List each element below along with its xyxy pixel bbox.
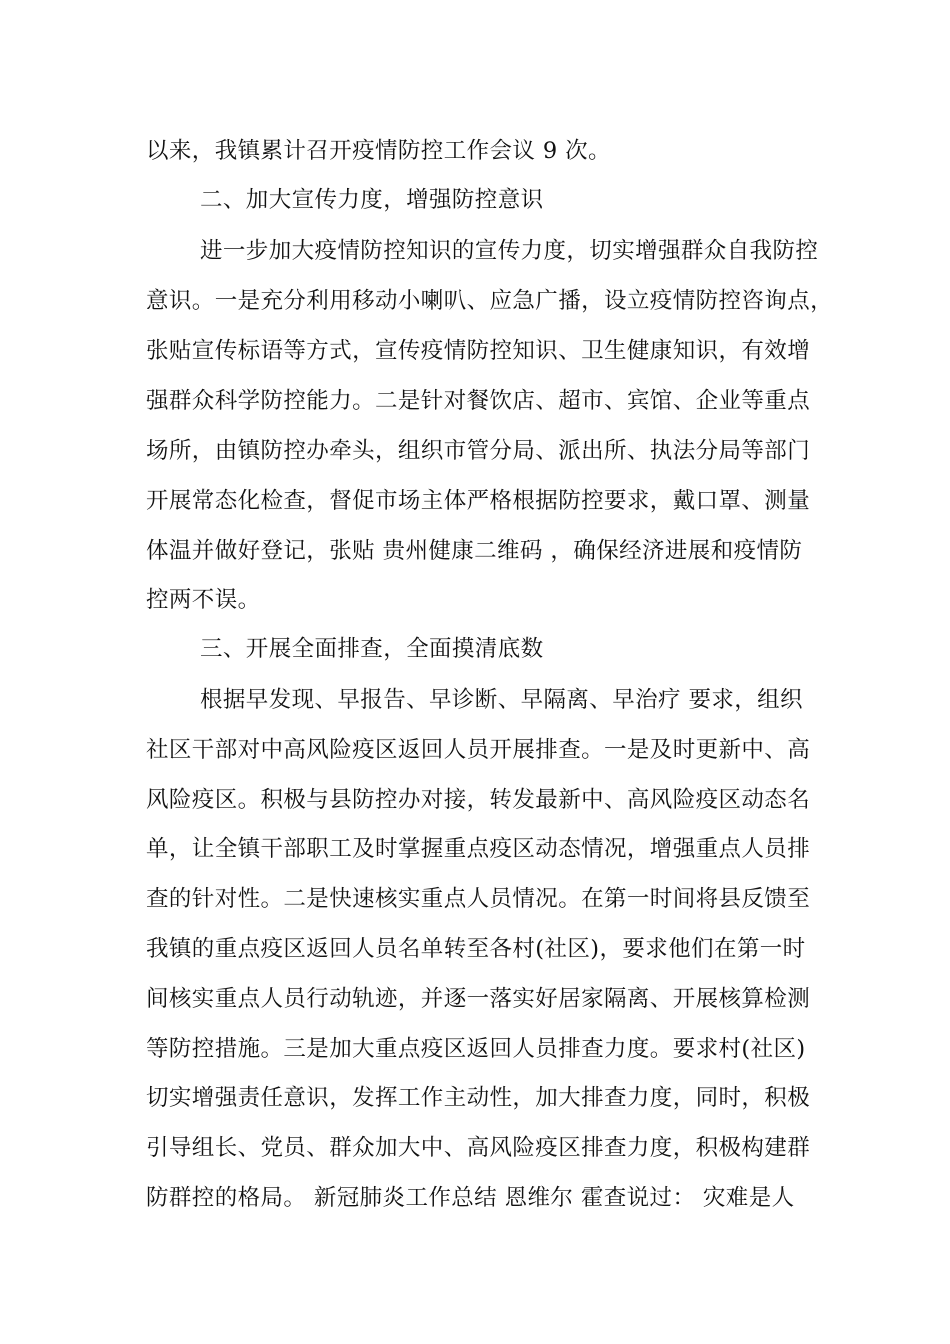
text-line: 防群控的格局。 新冠肺炎工作总结 恩维尔 霍查说过： 灾难是人 [146, 1185, 795, 1211]
section-heading: 二、加大宣传力度，增强防控意识 [200, 187, 544, 213]
section-heading: 三、开展全面排查，全面摸清底数 [200, 636, 544, 662]
text-line: 间核实重点人员行动轨迹，并逐一落实好居家隔离、开展核算检测 [146, 986, 811, 1012]
text-line: 张贴宣传标语等方式，宣传疫情防控知识、卫生健康知识，有效增 [146, 338, 811, 364]
text-line: 等防控措施。三是加大重点疫区返回人员排查力度。要求村(社区) [146, 1036, 806, 1062]
text-line: 进一步加大疫情防控知识的宣传力度，切实增强群众自我防控 [200, 238, 819, 264]
text-line: 以来，我镇累计召开疫情防控工作会议 9 次。 [146, 138, 611, 164]
text-line: 切实增强责任意识，发挥工作主动性，加大排查力度，同时，积极 [146, 1085, 811, 1111]
text-line: 我镇的重点疫区返回人员名单转至各村(社区)，要求他们在第一时 [146, 936, 806, 962]
text-line: 引导组长、党员、群众加大中、高风险疫区排查力度，积极构建群 [146, 1135, 811, 1161]
text-line: 社区干部对中高风险疫区返回人员开展排查。一是及时更新中、高 [146, 737, 811, 763]
text-line: 根据早发现、早报告、早诊断、早隔离、早治疗 要求，组织 [200, 687, 803, 713]
text-line: 单，让全镇干部职工及时掌握重点疫区动态情况，增强重点人员排 [146, 836, 811, 862]
text-line: 风险疫区。积极与县防控办对接，转发最新中、高风险疫区动态名 [146, 787, 811, 813]
text-line: 查的针对性。二是快速核实重点人员情况。在第一时间将县反馈至 [146, 886, 811, 912]
text-line: 体温并做好登记，张贴 贵州健康二维码 ，确保经济进展和疫情防 [146, 538, 803, 564]
text-line: 强群众科学防控能力。二是针对餐饮店、超市、宾馆、企业等重点 [146, 388, 811, 414]
text-line: 意识。一是充分利用移动小喇叭、应急广播，设立疫情防控咨询点， [146, 288, 834, 314]
text-line: 场所，由镇防控办牵头，组织市管分局、派出所、执法分局等部门 [146, 438, 811, 464]
text-line: 开展常态化检查，督促市场主体严格根据防控要求，戴口罩、测量 [146, 488, 811, 514]
text-line: 控两不误。 [146, 587, 261, 613]
